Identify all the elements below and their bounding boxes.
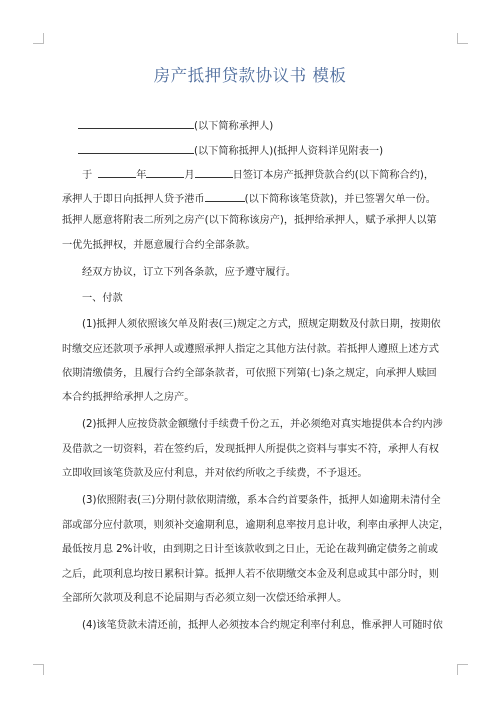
- clause3-line: 部或部分应付款项，则须补交逾期利息，逾期利息率按月息计收，利率由承押人决定，: [62, 520, 450, 531]
- clause3-line: 之后，此项利息均按日累积计算。抵押人若不依期缴交本金及利息或其中部分时，则: [62, 569, 439, 580]
- section-heading-payment: 一、付款: [82, 293, 123, 304]
- intro-line-4: 一优先抵押权，并愿意履行合约全部条款。: [62, 240, 256, 251]
- clause3-line: 最低按月息 2%计收，由到期之日计至该款收到之日止，无论在裁判确定债务之前或: [62, 544, 438, 555]
- party-line-mortgagor: [62, 142, 383, 159]
- blank-field: [78, 117, 194, 129]
- party-label: (以下简称抵押人)(抵押人资料详见附表一): [194, 146, 384, 157]
- crop-mark-top-right: [457, 33, 468, 44]
- crop-mark-bottom-right: [457, 664, 468, 675]
- clause2-line: 立即收回该笔贷款及应付利息，并对依约所收之手续费，不予退还。: [62, 468, 368, 479]
- clause1-line: 依期清缴债务，且履行合约全部条款者，可依照下列第(七)条之规定，向承押人赎回: [62, 368, 437, 379]
- blank-field: [78, 142, 194, 154]
- date-prefix: 于: [82, 170, 93, 181]
- intro-line-3: 抵押人愿意将附表二所列之房产(以下简称该房产)，抵押给承押人，赋予承押人以第: [62, 215, 437, 226]
- year-blank: [98, 166, 136, 178]
- agreement-line: 经双方协议，订立下列各条款，应予遵守履行。: [82, 267, 296, 278]
- date-suffix: 日签订本房产抵押贷款合约(以下简称合约)，: [232, 170, 435, 181]
- party-label: (以下简称承押人): [194, 121, 274, 132]
- clause1-line: 本合约抵押给承押人之房产。: [62, 392, 195, 403]
- clause2-line: 及借款之一切资料，若在签约后，发现抵押人所提供之资料与事实不符，承押人有权: [62, 444, 439, 455]
- month-blank: [146, 166, 184, 178]
- loan-amount-blank: [205, 190, 245, 202]
- clause1-line: (1)抵押人须依照该欠单及附表(三)规定之方式，照规定期数及付款日期，按期依: [82, 319, 441, 330]
- document-title: 房产抵押贷款协议书 模板: [153, 66, 347, 85]
- intro-line-1: [62, 166, 434, 183]
- clause2-line: (2)抵押人应按贷款金额缴付手续费千份之五，并必须绝对真实地提供本合约内涉: [82, 419, 443, 430]
- loan-amount-prefix: 承押人于即日向抵押人贷予港币: [62, 194, 205, 205]
- party-line-mortgagee: [62, 117, 273, 134]
- clause1-line: 时缴交应还款项予承押人或遵照承押人指定之其他方法付款。若抵押人遵照上述方式: [62, 344, 439, 355]
- loan-amount-suffix: (以下简称该笔贷款)，并已签署欠单一份。: [244, 194, 436, 205]
- day-blank: [195, 166, 233, 178]
- clause4-line: (4)该笔贷款未清还前，抵押人必须按本合约规定利率付利息，惟承押人可随时依: [82, 620, 443, 631]
- year-label: 年: [136, 170, 147, 181]
- month-label: 月: [184, 170, 195, 181]
- clause3-line: (3)依照附表(三)分期付款依期清缴，系本合约首要条件，抵押人如逾期未清付全: [82, 495, 441, 506]
- clause3-line: 全部所欠款项及利息不论届期与否必须立刻一次偿还给承押人。: [62, 593, 348, 604]
- crop-mark-top-left: [33, 33, 44, 44]
- crop-mark-bottom-left: [33, 664, 44, 675]
- intro-line-2: [62, 190, 436, 207]
